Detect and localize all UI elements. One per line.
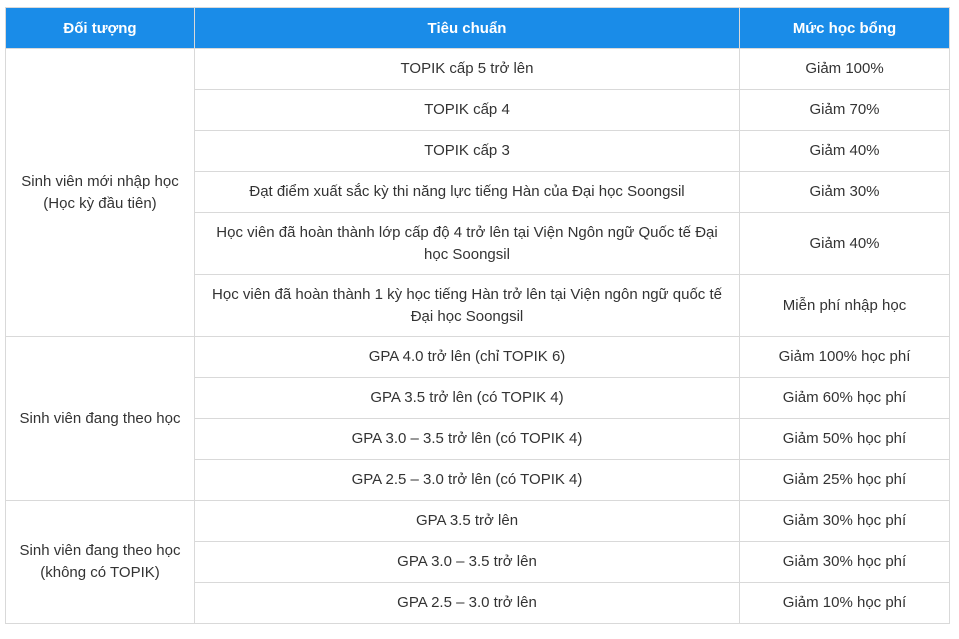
award-cell: Giảm 25% học phí (740, 460, 950, 501)
award-cell: Giảm 30% (740, 172, 950, 213)
award-cell: Giảm 30% học phí (740, 501, 950, 542)
criteria-cell: GPA 3.5 trở lên (195, 501, 740, 542)
header-target: Đối tượng (6, 8, 195, 49)
award-cell: Giảm 50% học phí (740, 419, 950, 460)
award-cell: Giảm 60% học phí (740, 378, 950, 419)
award-cell: Giảm 40% (740, 213, 950, 275)
header-row (6, 8, 950, 49)
criteria-cell: TOPIK cấp 5 trở lên (195, 49, 740, 90)
criteria-cell: GPA 3.5 trở lên (có TOPIK 4) (195, 378, 740, 419)
table-row (6, 501, 950, 542)
award-cell: Giảm 30% học phí (740, 542, 950, 583)
table-row (6, 49, 950, 90)
criteria-cell: Học viên đã hoàn thành lớp cấp độ 4 trở lên tại Viện Ngôn ngữ Quốc tế Đại học Soongsil (195, 213, 740, 275)
award-cell: Giảm 40% (740, 131, 950, 172)
criteria-cell: TOPIK cấp 3 (195, 131, 740, 172)
award-cell: Giảm 100% học phí (740, 337, 950, 378)
criteria-cell: GPA 3.0 – 3.5 trở lên (có TOPIK 4) (195, 419, 740, 460)
target-cell: Sinh viên đang theo học (6, 337, 195, 501)
target-cell: Sinh viên mới nhập học (Học kỳ đầu tiên) (6, 49, 195, 337)
award-cell: Giảm 70% (740, 90, 950, 131)
criteria-cell: Đạt điểm xuất sắc kỳ thi năng lực tiếng Hàn của Đại học Soongsil (195, 172, 740, 213)
target-cell: Sinh viên đang theo học (không có TOPIK) (6, 501, 195, 624)
header-award: Mức học bổng (740, 8, 950, 49)
table-row (6, 337, 950, 378)
scholarship-table (5, 7, 950, 624)
criteria-cell: GPA 4.0 trở lên (chỉ TOPIK 6) (195, 337, 740, 378)
criteria-cell: GPA 2.5 – 3.0 trở lên (có TOPIK 4) (195, 460, 740, 501)
award-cell: Giảm 10% học phí (740, 583, 950, 624)
criteria-cell: TOPIK cấp 4 (195, 90, 740, 131)
award-cell: Giảm 100% (740, 49, 950, 90)
award-cell: Miễn phí nhập học (740, 275, 950, 337)
header-criteria: Tiêu chuẩn (195, 8, 740, 49)
scholarship-table-container (5, 7, 950, 624)
criteria-cell: GPA 3.0 – 3.5 trở lên (195, 542, 740, 583)
criteria-cell: Học viên đã hoàn thành 1 kỳ học tiếng Hàn trở lên tại Viện ngôn ngữ quốc tế Đại học Soongsil (195, 275, 740, 337)
criteria-cell: GPA 2.5 – 3.0 trở lên (195, 583, 740, 624)
